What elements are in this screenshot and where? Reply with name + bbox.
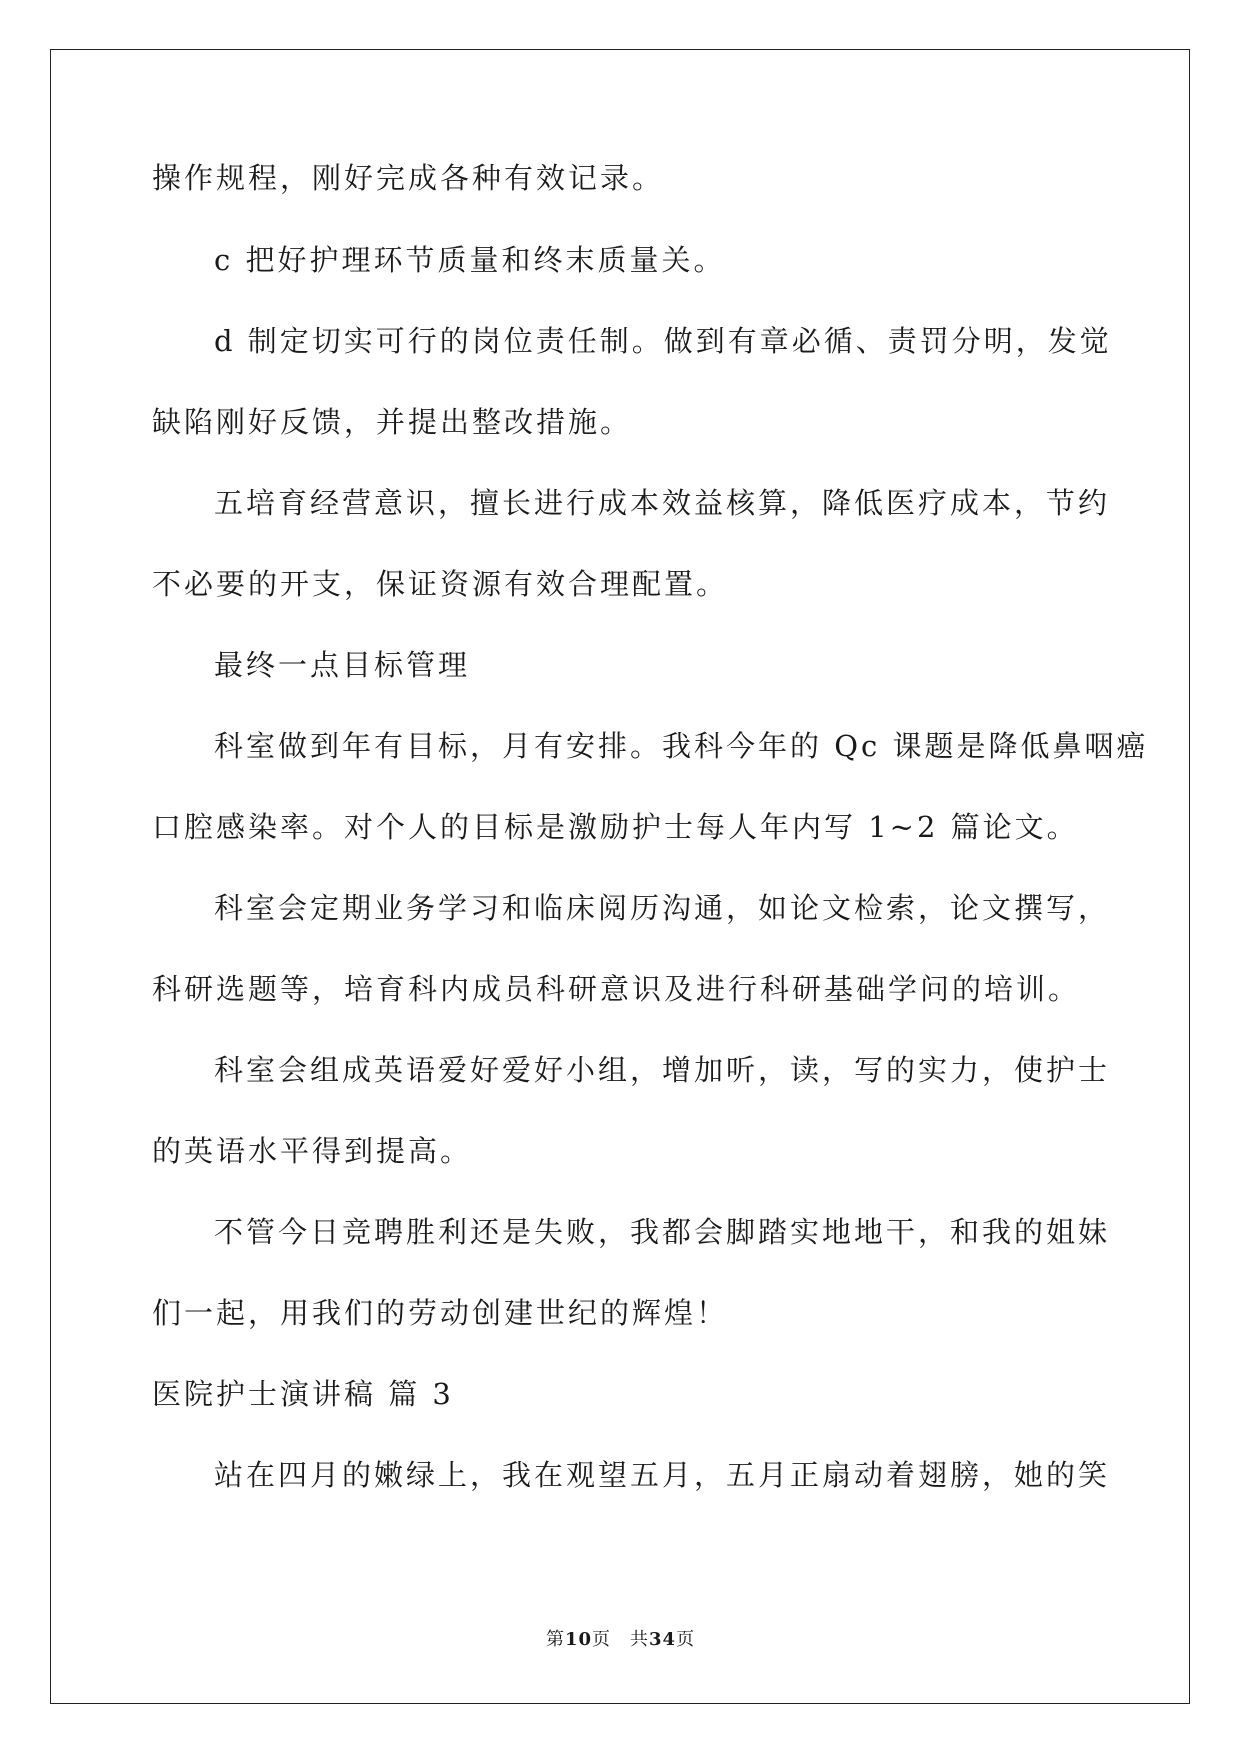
text-line: d 制定切实可行的岗位责任制。做到有章必循、责罚分明，发觉 xyxy=(214,324,1112,358)
page-total: 34 xyxy=(649,1629,677,1650)
footer-mid: 页 共 xyxy=(592,1629,649,1650)
text-line: 最终一点目标管理 xyxy=(214,648,471,682)
text-line: 科研选题等，培育科内成员科研意识及进行科研基础学问的培训。 xyxy=(152,972,1081,1006)
footer-prefix: 第 xyxy=(545,1629,565,1650)
text-line: 缺陷刚好反馈，并提出整改措施。 xyxy=(152,405,633,439)
text-line: 操作规程，刚好完成各种有效记录。 xyxy=(152,161,665,195)
text-line: 科室会定期业务学习和临床阅历沟通，如论文检索，论文撰写， xyxy=(214,891,1111,925)
page-number: 10 xyxy=(564,1629,592,1650)
text-line: 口腔感染率。对个人的目标是激励护士每人年内写 1~2 篇论文。 xyxy=(152,810,1079,844)
text-line: 不必要的开支，保证资源有效合理配置。 xyxy=(152,567,729,601)
page-footer xyxy=(0,1625,1241,1651)
text-line: 科室会组成英语爱好爱好小组，增加听，读，写的实力，使护士 xyxy=(214,1053,1111,1087)
text-line: c 把好护理环节质量和终末质量关。 xyxy=(214,243,726,277)
text-line: 的英语水平得到提高。 xyxy=(152,1134,473,1168)
text-line: 们一起，用我们的劳动创建世纪的辉煌！ xyxy=(152,1296,729,1330)
text-line: 科室做到年有目标，月有安排。我科今年的 Qc 课题是降低鼻咽癌 xyxy=(214,729,1149,763)
footer-suffix: 页 xyxy=(676,1629,696,1650)
text-line: 不管今日竞聘胜利还是失败，我都会脚踏实地地干，和我的姐妹 xyxy=(214,1215,1111,1249)
section-heading: 医院护士演讲稿 篇 3 xyxy=(152,1377,454,1411)
text-line: 站在四月的嫩绿上，我在观望五月，五月正扇动着翅膀，她的笑 xyxy=(214,1458,1111,1492)
text-line: 五培育经营意识，擅长进行成本效益核算，降低医疗成本，节约 xyxy=(214,486,1111,520)
